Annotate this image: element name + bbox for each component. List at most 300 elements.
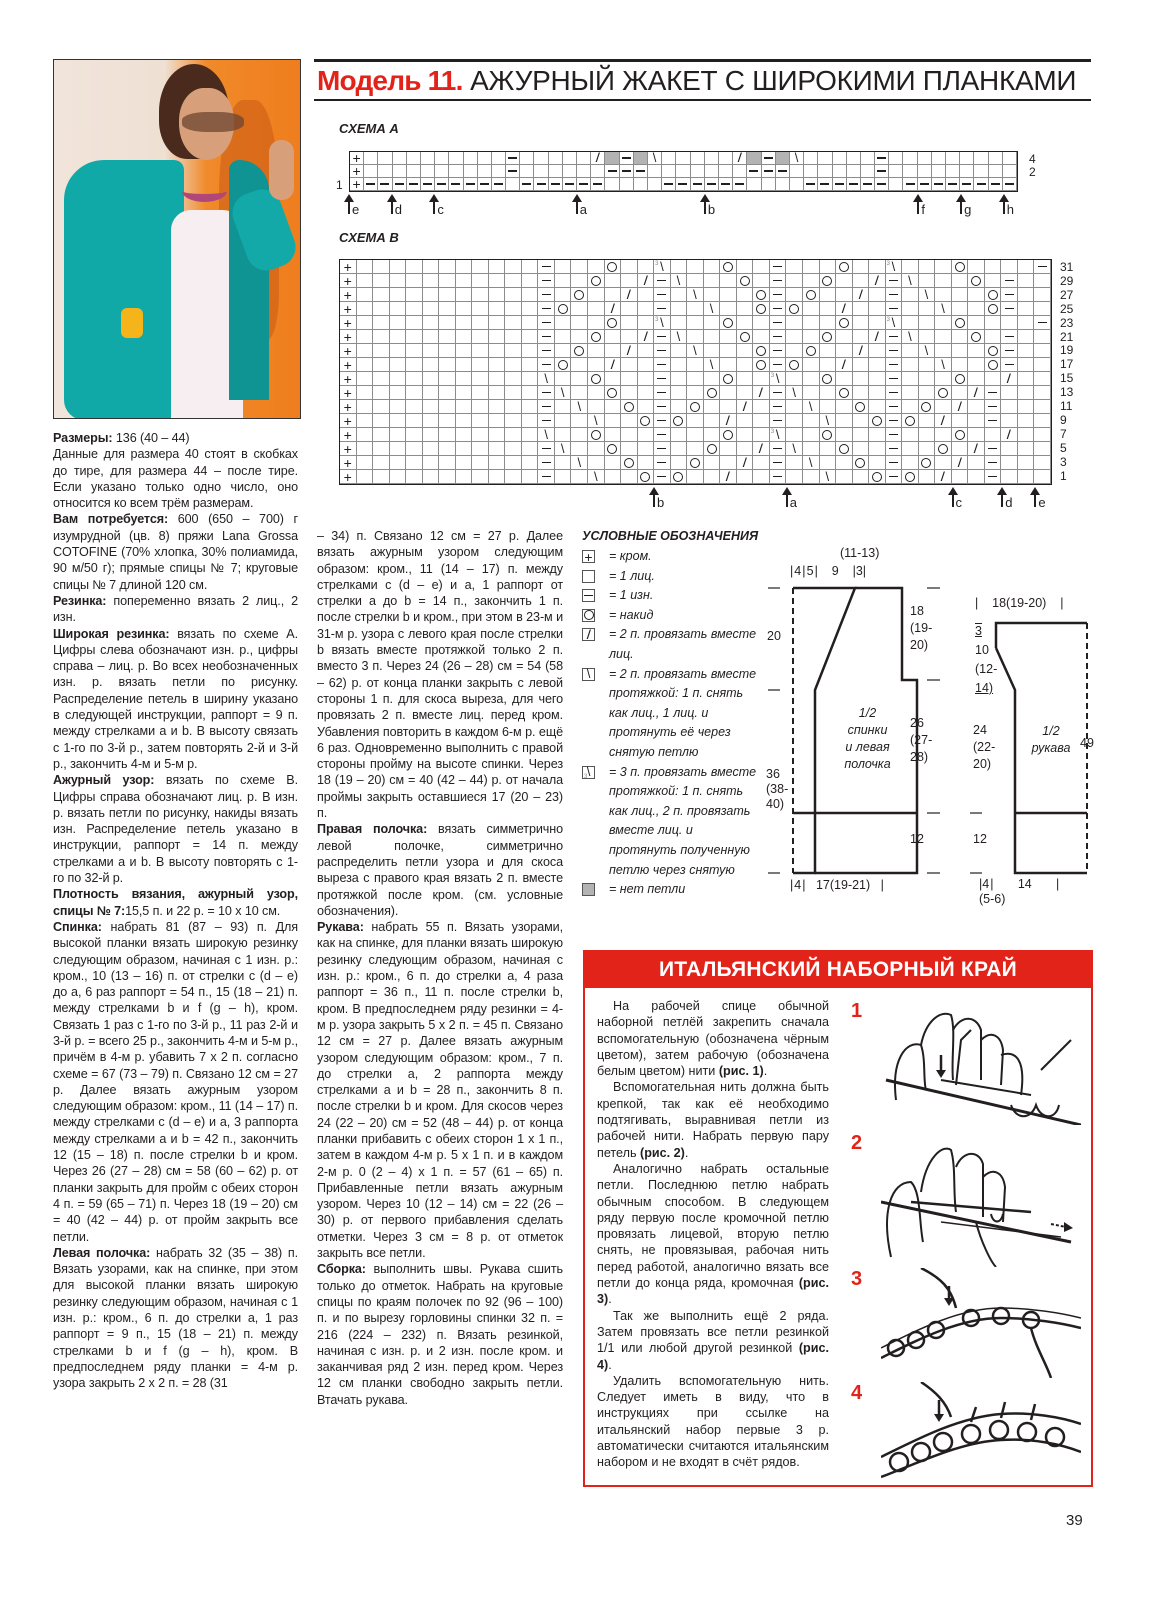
instruction-paragraph: Сборка: выполнить швы. Рукава сшить только до отметок. Набрать на круговые спицы по краям полочек по 92 (96 – 100) п. и по вырезу горловины спинки 32 п. = 216 (224 – 232) п. Вязать резинкой, начиная с изн. р. и 2 изн. после кром. и заканчивая ряд 2 изн. перед кром. Через 12 см планки свободно закрыть петли. Втачать рукава. <box>317 1262 563 1407</box>
height-label: 40) <box>766 797 785 811</box>
chart-cell <box>671 316 688 330</box>
chart-cell <box>571 372 588 386</box>
chart-cell <box>364 165 378 178</box>
chart-cell <box>985 414 1002 428</box>
arrow-icon <box>1034 493 1036 507</box>
chart-cell <box>786 386 803 400</box>
chart-cell <box>919 302 936 316</box>
chart-cell <box>918 178 932 191</box>
chart-cell <box>935 330 952 344</box>
chart-cell <box>406 260 423 274</box>
chart-cell <box>886 260 903 274</box>
chart-cell <box>571 316 588 330</box>
chart-cell <box>1034 442 1051 456</box>
photo-sunglasses <box>182 112 244 132</box>
chart-cell <box>423 288 440 302</box>
garment-schematic <box>760 540 1100 910</box>
chart-cell <box>1001 386 1018 400</box>
figure-3-stitches-icon <box>881 1268 1081 1378</box>
chart-cell <box>737 456 754 470</box>
chart-cell <box>373 470 390 484</box>
body-total-height <box>766 767 788 812</box>
chart-cell <box>456 316 473 330</box>
chart-cell <box>968 330 985 344</box>
chart-cell <box>1034 302 1051 316</box>
chart-cell <box>968 358 985 372</box>
chart-cell <box>935 302 952 316</box>
chart-cell <box>638 386 655 400</box>
chart-cell <box>687 428 704 442</box>
chart-cell <box>753 386 770 400</box>
chart-cell <box>538 358 555 372</box>
chart-cell <box>820 302 837 316</box>
chart-cell <box>472 386 489 400</box>
chart-cell <box>790 178 804 191</box>
chart-cell <box>1018 372 1035 386</box>
chart-cell <box>406 386 423 400</box>
chart-cell <box>373 260 390 274</box>
arrow-d <box>391 196 402 217</box>
chart-cell <box>737 344 754 358</box>
row-label: 23 <box>1060 315 1074 330</box>
chart-cell <box>737 414 754 428</box>
height-label: 10 <box>975 643 989 657</box>
piece-label-line: спинки <box>847 723 888 737</box>
chart-cell <box>555 372 572 386</box>
chart-cell <box>853 470 870 484</box>
chart-cell <box>919 456 936 470</box>
chart-cell <box>449 152 463 165</box>
chart-cell <box>390 428 407 442</box>
chart-cell <box>704 288 721 302</box>
chart-cell <box>421 165 435 178</box>
width-label: (5-6) <box>979 892 1006 906</box>
chart-cell <box>662 152 676 165</box>
chart-cell <box>464 152 478 165</box>
chart-cell <box>989 178 1003 191</box>
chart-cell <box>818 178 832 191</box>
chart-cell <box>421 178 435 191</box>
chart-cell <box>489 274 506 288</box>
chart-cell <box>889 152 903 165</box>
width-label: 3 <box>855 564 863 578</box>
chart-cell <box>340 274 357 288</box>
chart-cell <box>506 178 520 191</box>
chart-cell <box>555 302 572 316</box>
chart-cell <box>820 344 837 358</box>
chart-cell <box>770 428 787 442</box>
chart-cell <box>621 344 638 358</box>
chart-cell <box>555 274 572 288</box>
chart-cell <box>393 152 407 165</box>
chart-cell <box>747 165 761 178</box>
schema-a-right-row-labels <box>1029 153 1036 179</box>
chart-cell <box>902 456 919 470</box>
chart-cell <box>357 288 374 302</box>
chart-cell <box>373 428 390 442</box>
chart-cell <box>737 302 754 316</box>
chart-cell <box>654 316 671 330</box>
row-label: 3 <box>1060 454 1067 469</box>
chart-cell <box>952 274 969 288</box>
chart-cell <box>974 165 988 178</box>
chart-cell <box>902 470 919 484</box>
chart-cell <box>974 178 988 191</box>
chart-cell <box>406 302 423 316</box>
chart-cell <box>836 358 853 372</box>
figure-4-stitches-icon <box>881 1382 1081 1482</box>
chart-cell <box>935 372 952 386</box>
chart-cell <box>621 442 638 456</box>
chart-cell <box>654 302 671 316</box>
instruction-paragraph: Широкая резинка: вязать по схеме А. Цифры слева обозначают изн. р., цифры справа – лиц. р. Во всех необозначенных изн. р. вязать петли по рисунку. Распределение петель в ширину указано в следующей инструкции, раппорт = 9 п. между стрелками a и b. В высоту связать с 1-го по 3-й р., затем повторять 2-й и 3-й р., закончить 4-м и 5-м р. <box>53 626 298 771</box>
chart-cell <box>952 330 969 344</box>
chart-cell <box>522 330 539 344</box>
chart-cell <box>790 165 804 178</box>
chart-cell <box>960 165 974 178</box>
chart-cell <box>522 400 539 414</box>
chart-cell <box>853 288 870 302</box>
chart-cell <box>886 358 903 372</box>
arrow-icon <box>960 200 962 214</box>
chart-cell <box>733 152 747 165</box>
chart-cell <box>1001 302 1018 316</box>
chart-cell <box>390 372 407 386</box>
chart-cell <box>1001 330 1018 344</box>
chart-cell <box>737 316 754 330</box>
schema-b-title: СХЕМА B <box>339 230 399 245</box>
chart-cell <box>538 316 555 330</box>
arrow-label: b <box>657 495 665 510</box>
chart-cell <box>340 260 357 274</box>
chart-cell <box>390 344 407 358</box>
model-title: АЖУРНЫЙ ЖАКЕТ С ШИРОКИМИ ПЛАНКАМИ <box>470 65 1077 96</box>
chart-cell <box>952 260 969 274</box>
chart-cell <box>456 302 473 316</box>
chart-cell <box>638 358 655 372</box>
height-label: 20) <box>910 638 929 652</box>
chart-cell <box>671 344 688 358</box>
chart-cell <box>820 330 837 344</box>
chart-cell <box>472 302 489 316</box>
chart-cell <box>786 358 803 372</box>
chart-cell <box>549 178 563 191</box>
chart-cell <box>687 316 704 330</box>
chart-cell <box>1034 386 1051 400</box>
chart-cell <box>605 372 622 386</box>
chart-cell <box>803 386 820 400</box>
chart-cell <box>720 260 737 274</box>
instructions-column-2 <box>317 528 563 1408</box>
chart-cell <box>435 178 449 191</box>
chart-cell <box>449 165 463 178</box>
chart-cell <box>1001 260 1018 274</box>
body-top-size-label: (11-13) <box>840 546 880 560</box>
chart-cell <box>340 344 357 358</box>
chart-cell <box>621 470 638 484</box>
chart-cell <box>935 386 952 400</box>
chart-cell <box>373 456 390 470</box>
chart-cell <box>902 428 919 442</box>
chart-cell <box>687 260 704 274</box>
chart-cell <box>902 442 919 456</box>
chart-cell <box>621 302 638 316</box>
chart-cell <box>762 165 776 178</box>
chart-cell <box>803 302 820 316</box>
chart-cell <box>869 470 886 484</box>
row-label: 29 <box>1060 273 1074 288</box>
chart-cell <box>538 302 555 316</box>
chart-cell <box>918 152 932 165</box>
chart-cell <box>456 442 473 456</box>
arrow-label: c <box>437 202 444 217</box>
arrow-label: c <box>955 495 962 510</box>
chart-cell <box>439 302 456 316</box>
chart-cell <box>472 316 489 330</box>
legend-text: = 2 п. провязать вместе протяжкой: 1 п. снять как лиц., 1 лиц. и протянуть её через снятую петлю <box>609 666 757 759</box>
chart-cell <box>423 260 440 274</box>
body-piece-label <box>820 705 915 773</box>
chart-cell <box>423 274 440 288</box>
chart-cell <box>439 288 456 302</box>
chart-cell <box>571 288 588 302</box>
chart-cell <box>753 302 770 316</box>
chart-cell <box>505 386 522 400</box>
italian-paragraph: Так же выполнить ещё 2 ряда. Затем провязать все петли резинкой 1/1 или любой другой резинкой (рис. 4). <box>597 1308 829 1372</box>
chart-cell <box>935 442 952 456</box>
chart-cell <box>786 442 803 456</box>
chart-cell <box>869 442 886 456</box>
chart-cell <box>393 178 407 191</box>
chart-cell <box>946 178 960 191</box>
chart-cell <box>390 470 407 484</box>
chart-cell <box>720 470 737 484</box>
chart-cell <box>671 414 688 428</box>
chart-cell <box>818 152 832 165</box>
arrow-label: g <box>964 202 972 217</box>
chart-cell <box>737 288 754 302</box>
instruction-paragraph: Левая полочка: набрать 32 (35 – 38) п. Вязать узорами, как на спинке, при этом для высокой планки вязать широкую резинку следующим образом, начиная с 1 изн. р.: кром., 6 п. до стрелки a, 1 раз раппорт = 9 п., 15 (18 – 21) п. между стрелками b и f (g – h), кром. В предпоследнем ряду планки = 4-м р. узора закрыть 2 х 2 п. = 28 (31 <box>53 1245 298 1391</box>
chart-cell <box>522 428 539 442</box>
chart-cell <box>378 152 392 165</box>
chart-cell <box>952 428 969 442</box>
chart-cell <box>836 428 853 442</box>
arrow-icon <box>348 200 350 214</box>
chart-cell <box>704 344 721 358</box>
chart-cell <box>390 330 407 344</box>
arrow-icon <box>391 200 393 214</box>
chart-cell <box>1018 428 1035 442</box>
chart-cell <box>737 274 754 288</box>
chart-cell <box>902 274 919 288</box>
chart-cell <box>737 358 754 372</box>
chart-cell <box>423 456 440 470</box>
chart-cell <box>853 344 870 358</box>
chart-cell <box>439 358 456 372</box>
chart-cell <box>671 302 688 316</box>
chart-cell <box>605 260 622 274</box>
arrow-label: a <box>579 202 587 217</box>
chart-cell <box>357 344 374 358</box>
photo-hand <box>269 140 294 200</box>
width-label: 9 <box>831 564 839 578</box>
chart-cell <box>687 344 704 358</box>
chart-cell <box>985 344 1002 358</box>
chart-cell <box>1018 400 1035 414</box>
chart-cell <box>340 330 357 344</box>
chart-cell <box>935 316 952 330</box>
chart-cell <box>704 358 721 372</box>
chart-cell <box>423 302 440 316</box>
chart-cell <box>489 330 506 344</box>
chart-cell <box>704 372 721 386</box>
chart-cell <box>563 178 577 191</box>
chart-cell <box>687 414 704 428</box>
chart-cell <box>489 456 506 470</box>
chart-cell <box>522 302 539 316</box>
chart-cell <box>571 344 588 358</box>
chart-cell <box>687 386 704 400</box>
chart-cell <box>889 165 903 178</box>
chart-cell <box>654 260 671 274</box>
chart-cell <box>770 260 787 274</box>
chart-cell <box>869 274 886 288</box>
chart-cell <box>364 152 378 165</box>
chart-cell <box>588 428 605 442</box>
chart-cell <box>654 470 671 484</box>
chart-cell <box>571 414 588 428</box>
chart-cell <box>406 400 423 414</box>
chart-cell <box>505 442 522 456</box>
width-label: 5 <box>806 564 814 578</box>
chart-cell <box>555 288 572 302</box>
chart-cell <box>555 260 572 274</box>
chart-cell <box>373 302 390 316</box>
chart-cell <box>489 372 506 386</box>
legend-item-s3 <box>582 763 762 881</box>
chart-cell <box>919 400 936 414</box>
width-label: 18(19-20) <box>992 596 1047 610</box>
chart-cell <box>1001 274 1018 288</box>
height-label: (22- <box>973 740 996 754</box>
chart-cell <box>836 414 853 428</box>
chart-cell <box>671 386 688 400</box>
chart-cell <box>671 442 688 456</box>
arrow-icon <box>576 200 578 214</box>
chart-cell <box>489 316 506 330</box>
chart-cell <box>439 456 456 470</box>
chart-cell <box>373 414 390 428</box>
chart-cell <box>886 400 903 414</box>
chart-cell <box>522 358 539 372</box>
legend-item-purl <box>582 586 762 606</box>
chart-cell <box>704 260 721 274</box>
chart-cell <box>704 470 721 484</box>
chart-cell <box>357 386 374 400</box>
chart-cell <box>1018 358 1035 372</box>
chart-cell <box>820 316 837 330</box>
chart-cell <box>861 152 875 165</box>
chart-cell <box>869 428 886 442</box>
chart-cell <box>770 316 787 330</box>
chart-cell <box>671 456 688 470</box>
chart-cell <box>753 288 770 302</box>
chart-cell <box>985 372 1002 386</box>
chart-cell <box>737 372 754 386</box>
body-top-widths: | 4 | 5 | 9 |3| <box>790 564 867 578</box>
chart-cell <box>968 400 985 414</box>
chart-cell <box>571 386 588 400</box>
italian-paragraph: Вспомогательная нить должна быть крепкой, так как её необходимо подтягивать, выравнивая петли из рабочей нити. Набрать первую пару петель (рис. 2). <box>597 1080 829 1160</box>
chart-cell <box>803 442 820 456</box>
arrow-icon <box>786 493 788 507</box>
chart-cell <box>902 372 919 386</box>
chart-cell <box>753 330 770 344</box>
chart-cell <box>733 165 747 178</box>
chart-cell <box>869 344 886 358</box>
chart-cell <box>786 288 803 302</box>
chart-cell <box>538 288 555 302</box>
chart-cell <box>776 178 790 191</box>
chart-cell <box>704 302 721 316</box>
row-label: 21 <box>1060 329 1074 344</box>
chart-cell <box>505 400 522 414</box>
chart-cell <box>836 302 853 316</box>
chart-cell <box>776 165 790 178</box>
chart-cell <box>522 372 539 386</box>
body-bottom-widths: | 4 | 17(19-21) | <box>790 878 884 892</box>
chart-cell <box>1001 470 1018 484</box>
chart-cell <box>786 330 803 344</box>
chart-cell <box>737 260 754 274</box>
chart-cell <box>456 456 473 470</box>
chart-cell <box>534 165 548 178</box>
chart-cell <box>786 344 803 358</box>
chart-cell <box>478 178 492 191</box>
chart-cell <box>588 288 605 302</box>
chart-cell <box>985 330 1002 344</box>
chart-cell <box>869 288 886 302</box>
chart-cell <box>472 288 489 302</box>
chart-cell <box>555 442 572 456</box>
chart-cell <box>770 386 787 400</box>
chart-cell <box>605 358 622 372</box>
chart-cell <box>472 344 489 358</box>
chart-cell <box>638 288 655 302</box>
figure-2-hand-icon <box>881 1132 1081 1267</box>
chart-cell <box>946 165 960 178</box>
legend-text: = 2 п. провязать вместе лиц. <box>609 627 757 661</box>
arrow-icon <box>704 200 706 214</box>
chart-cell <box>737 330 754 344</box>
chart-cell <box>952 288 969 302</box>
chart-cell <box>1018 274 1035 288</box>
chart-cell <box>1034 400 1051 414</box>
chart-cell <box>803 274 820 288</box>
arrow-label: e <box>1038 495 1046 510</box>
instruction-paragraph: Ажурный узор: вязать по схеме В. Цифры справа обозначают лиц. р. В изн. р. вязать петли по рисунку, накиды вязать изн. Распределение петель указано в инструкции, раппорт = 14 п. между стрелками a и b. В высоту повторять с 1-го по 32-й р. <box>53 773 298 886</box>
chart-cell <box>803 428 820 442</box>
chart-cell <box>591 152 605 165</box>
chart-cell <box>489 428 506 442</box>
chart-cell <box>435 165 449 178</box>
row-label: 11 <box>1060 399 1073 414</box>
chart-cell <box>886 470 903 484</box>
figure-1-number: 1 <box>851 1000 863 1022</box>
chart-cell <box>671 400 688 414</box>
chart-cell <box>886 386 903 400</box>
chart-cell <box>555 400 572 414</box>
